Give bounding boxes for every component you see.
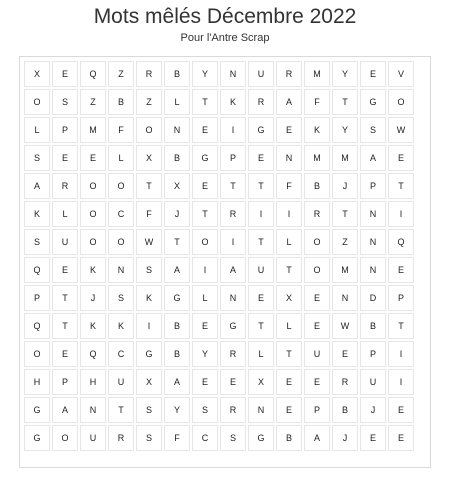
letter-cell[interactable]: K	[220, 89, 246, 115]
letter-cell[interactable]: K	[80, 257, 106, 283]
letter-cell[interactable]: A	[52, 397, 78, 423]
letter-cell[interactable]: E	[388, 397, 414, 423]
letter-cell[interactable]: T	[332, 201, 358, 227]
letter-cell[interactable]: S	[52, 89, 78, 115]
letter-cell[interactable]: H	[80, 369, 106, 395]
letter-cell[interactable]: N	[220, 61, 246, 87]
letter-cell[interactable]: R	[220, 341, 246, 367]
letter-cell[interactable]: O	[80, 229, 106, 255]
letter-cell[interactable]: U	[304, 341, 330, 367]
letter-cell[interactable]: K	[304, 117, 330, 143]
letter-cell[interactable]: T	[248, 313, 274, 339]
letter-cell[interactable]: U	[108, 369, 134, 395]
letter-cell[interactable]: L	[52, 201, 78, 227]
letter-cell[interactable]: G	[24, 425, 50, 451]
letter-cell[interactable]: X	[136, 145, 162, 171]
letter-cell[interactable]: O	[80, 173, 106, 199]
letter-cell[interactable]: E	[304, 313, 330, 339]
letter-cell[interactable]: S	[192, 397, 218, 423]
letter-cell[interactable]: Z	[332, 229, 358, 255]
letter-cell[interactable]: J	[332, 425, 358, 451]
letter-cell[interactable]: E	[52, 145, 78, 171]
letter-cell[interactable]: S	[136, 257, 162, 283]
letter-cell[interactable]: N	[360, 257, 386, 283]
letter-cell[interactable]: U	[248, 61, 274, 87]
letter-cell[interactable]: N	[220, 285, 246, 311]
letter-cell[interactable]: G	[220, 313, 246, 339]
letter-cell[interactable]: P	[304, 397, 330, 423]
letter-cell[interactable]: T	[220, 173, 246, 199]
letter-cell[interactable]: O	[80, 201, 106, 227]
letter-cell[interactable]: S	[108, 285, 134, 311]
letter-cell[interactable]: B	[304, 173, 330, 199]
letter-cell[interactable]: B	[108, 89, 134, 115]
letter-cell[interactable]: Q	[24, 313, 50, 339]
letter-cell[interactable]: P	[52, 369, 78, 395]
letter-cell[interactable]: A	[24, 173, 50, 199]
letter-cell[interactable]: E	[276, 397, 302, 423]
letter-cell[interactable]: N	[164, 117, 190, 143]
letter-cell[interactable]: L	[108, 145, 134, 171]
letter-cell[interactable]: Z	[80, 89, 106, 115]
letter-cell[interactable]: T	[52, 285, 78, 311]
letter-cell[interactable]: K	[80, 313, 106, 339]
letter-cell[interactable]: J	[164, 201, 190, 227]
letter-cell[interactable]: L	[192, 285, 218, 311]
letter-cell[interactable]: P	[220, 145, 246, 171]
letter-cell[interactable]: B	[164, 61, 190, 87]
letter-cell[interactable]: I	[192, 257, 218, 283]
letter-cell[interactable]: N	[360, 229, 386, 255]
letter-cell[interactable]: E	[52, 61, 78, 87]
letter-cell[interactable]: R	[276, 61, 302, 87]
letter-cell[interactable]: T	[136, 173, 162, 199]
letter-cell[interactable]: E	[52, 257, 78, 283]
letter-cell[interactable]: O	[108, 173, 134, 199]
letter-cell[interactable]: R	[52, 173, 78, 199]
letter-cell[interactable]: L	[24, 117, 50, 143]
letter-cell[interactable]: Y	[192, 341, 218, 367]
letter-cell[interactable]: B	[332, 397, 358, 423]
letter-cell[interactable]: N	[108, 257, 134, 283]
letter-cell[interactable]: S	[24, 145, 50, 171]
letter-cell[interactable]: P	[388, 285, 414, 311]
letter-cell[interactable]: E	[388, 145, 414, 171]
letter-cell[interactable]: T	[192, 89, 218, 115]
letter-cell[interactable]: X	[136, 369, 162, 395]
letter-cell[interactable]: F	[136, 201, 162, 227]
letter-cell[interactable]: O	[108, 229, 134, 255]
letter-cell[interactable]: E	[52, 341, 78, 367]
letter-cell[interactable]: C	[192, 425, 218, 451]
letter-cell[interactable]: I	[388, 369, 414, 395]
letter-cell[interactable]: S	[136, 425, 162, 451]
letter-cell[interactable]: Y	[332, 61, 358, 87]
letter-cell[interactable]: N	[276, 145, 302, 171]
letter-cell[interactable]: G	[24, 397, 50, 423]
letter-cell[interactable]: X	[24, 61, 50, 87]
letter-cell[interactable]: W	[388, 117, 414, 143]
letter-cell[interactable]: E	[192, 117, 218, 143]
letter-cell[interactable]: E	[276, 117, 302, 143]
letter-cell[interactable]: E	[388, 425, 414, 451]
word-search-board	[19, 56, 431, 468]
letter-cell[interactable]: T	[52, 313, 78, 339]
letter-cell[interactable]: N	[360, 201, 386, 227]
letter-cell[interactable]: A	[360, 145, 386, 171]
letter-cell[interactable]: L	[276, 229, 302, 255]
letter-cell[interactable]: T	[248, 229, 274, 255]
letter-cell[interactable]: I	[388, 201, 414, 227]
letter-cell[interactable]: L	[276, 313, 302, 339]
letter-cell[interactable]: J	[360, 397, 386, 423]
letter-cell[interactable]: B	[276, 425, 302, 451]
letter-cell[interactable]: E	[192, 369, 218, 395]
letter-cell[interactable]: T	[276, 257, 302, 283]
letter-cell[interactable]: S	[360, 117, 386, 143]
letter-cell[interactable]: M	[304, 145, 330, 171]
letter-cell[interactable]: B	[164, 341, 190, 367]
letter-cell[interactable]: I	[220, 229, 246, 255]
letter-cell[interactable]: I	[248, 201, 274, 227]
letter-grid	[24, 61, 414, 451]
letter-cell[interactable]: R	[248, 89, 274, 115]
letter-cell[interactable]: A	[164, 257, 190, 283]
letter-cell[interactable]: F	[276, 173, 302, 199]
letter-cell[interactable]: T	[388, 313, 414, 339]
letter-cell[interactable]: G	[192, 145, 218, 171]
letter-cell[interactable]: I	[276, 201, 302, 227]
letter-cell[interactable]: V	[388, 61, 414, 87]
letter-cell[interactable]: O	[192, 229, 218, 255]
letter-cell[interactable]: E	[360, 425, 386, 451]
letter-cell[interactable]: M	[80, 117, 106, 143]
letter-cell[interactable]: C	[108, 201, 134, 227]
letter-cell[interactable]: G	[136, 341, 162, 367]
letter-cell[interactable]: N	[80, 397, 106, 423]
letter-cell[interactable]: T	[388, 173, 414, 199]
letter-cell[interactable]: T	[276, 341, 302, 367]
letter-cell[interactable]: C	[108, 341, 134, 367]
letter-cell[interactable]: E	[304, 369, 330, 395]
letter-cell[interactable]: D	[360, 285, 386, 311]
letter-cell[interactable]: I	[220, 117, 246, 143]
letter-cell[interactable]: I	[136, 313, 162, 339]
letter-cell[interactable]: T	[164, 229, 190, 255]
letter-cell[interactable]: B	[164, 145, 190, 171]
letter-cell[interactable]: A	[220, 257, 246, 283]
letter-cell[interactable]: E	[192, 313, 218, 339]
letter-cell[interactable]: S	[220, 425, 246, 451]
letter-cell[interactable]: O	[388, 89, 414, 115]
letter-cell[interactable]: P	[360, 173, 386, 199]
letter-cell[interactable]: X	[276, 285, 302, 311]
letter-cell[interactable]: W	[136, 229, 162, 255]
letter-cell[interactable]: P	[52, 117, 78, 143]
letter-cell[interactable]: F	[304, 89, 330, 115]
letter-cell[interactable]: T	[108, 397, 134, 423]
letter-cell[interactable]: J	[80, 285, 106, 311]
letter-cell[interactable]: P	[24, 285, 50, 311]
letter-cell[interactable]: L	[248, 341, 274, 367]
letter-cell[interactable]: T	[192, 201, 218, 227]
letter-cell[interactable]: O	[52, 425, 78, 451]
letter-cell[interactable]: A	[304, 425, 330, 451]
letter-cell[interactable]: Z	[136, 89, 162, 115]
letter-cell[interactable]: E	[360, 61, 386, 87]
letter-cell[interactable]: F	[164, 425, 190, 451]
letter-cell[interactable]: E	[388, 257, 414, 283]
letter-cell[interactable]: Q	[24, 257, 50, 283]
letter-cell[interactable]: G	[360, 89, 386, 115]
letter-cell[interactable]: O	[136, 117, 162, 143]
letter-cell[interactable]: T	[332, 89, 358, 115]
letter-cell[interactable]: R	[332, 369, 358, 395]
letter-cell[interactable]: R	[220, 397, 246, 423]
letter-cell[interactable]: Y	[164, 397, 190, 423]
letter-cell[interactable]: E	[304, 285, 330, 311]
letter-cell[interactable]: K	[136, 285, 162, 311]
letter-cell[interactable]: W	[332, 313, 358, 339]
letter-cell[interactable]: N	[332, 285, 358, 311]
letter-cell[interactable]: R	[304, 201, 330, 227]
letter-cell[interactable]: B	[164, 313, 190, 339]
letter-cell[interactable]: B	[360, 313, 386, 339]
letter-cell[interactable]: U	[80, 425, 106, 451]
letter-cell[interactable]: E	[248, 145, 274, 171]
letter-cell[interactable]: G	[248, 425, 274, 451]
letter-cell[interactable]: S	[24, 229, 50, 255]
letter-cell[interactable]: E	[332, 341, 358, 367]
letter-cell[interactable]: Q	[80, 341, 106, 367]
letter-cell[interactable]: O	[304, 257, 330, 283]
letter-cell[interactable]: R	[108, 425, 134, 451]
letter-cell[interactable]: Y	[192, 61, 218, 87]
letter-cell[interactable]: A	[276, 89, 302, 115]
letter-cell[interactable]: K	[24, 201, 50, 227]
letter-cell[interactable]: E	[276, 369, 302, 395]
letter-cell[interactable]: O	[24, 89, 50, 115]
letter-cell[interactable]: G	[164, 285, 190, 311]
letter-cell[interactable]: O	[304, 229, 330, 255]
letter-cell[interactable]: I	[388, 341, 414, 367]
letter-cell[interactable]: P	[360, 341, 386, 367]
letter-cell[interactable]: K	[108, 313, 134, 339]
letter-cell[interactable]: O	[24, 341, 50, 367]
letter-cell[interactable]: X	[248, 369, 274, 395]
letter-cell[interactable]: U	[52, 229, 78, 255]
letter-cell[interactable]: M	[332, 257, 358, 283]
letter-cell[interactable]: U	[360, 369, 386, 395]
letter-cell[interactable]: R	[136, 61, 162, 87]
letter-cell[interactable]: S	[136, 397, 162, 423]
letter-cell[interactable]: A	[164, 369, 190, 395]
letter-cell[interactable]: E	[248, 285, 274, 311]
letter-cell[interactable]: U	[248, 257, 274, 283]
letter-cell[interactable]: E	[220, 369, 246, 395]
letter-cell[interactable]: Z	[108, 61, 134, 87]
letter-cell[interactable]: H	[24, 369, 50, 395]
letter-cell[interactable]: R	[220, 201, 246, 227]
letter-cell[interactable]: X	[164, 173, 190, 199]
letter-cell[interactable]: M	[304, 61, 330, 87]
letter-cell[interactable]: G	[248, 117, 274, 143]
letter-cell[interactable]: M	[332, 145, 358, 171]
letter-cell[interactable]: Q	[388, 229, 414, 255]
page-title: Mots mêlés Décembre 2022	[93, 5, 357, 28]
letter-cell[interactable]: L	[164, 89, 190, 115]
letter-cell[interactable]: Q	[80, 61, 106, 87]
page-subtitle: Pour l'Antre Scrap	[180, 32, 270, 44]
letter-cell[interactable]: F	[108, 117, 134, 143]
letter-cell[interactable]: J	[332, 173, 358, 199]
letter-cell[interactable]: E	[192, 173, 218, 199]
letter-cell[interactable]: N	[248, 397, 274, 423]
letter-cell[interactable]: Y	[332, 117, 358, 143]
letter-cell[interactable]: E	[80, 145, 106, 171]
letter-cell[interactable]: T	[248, 173, 274, 199]
